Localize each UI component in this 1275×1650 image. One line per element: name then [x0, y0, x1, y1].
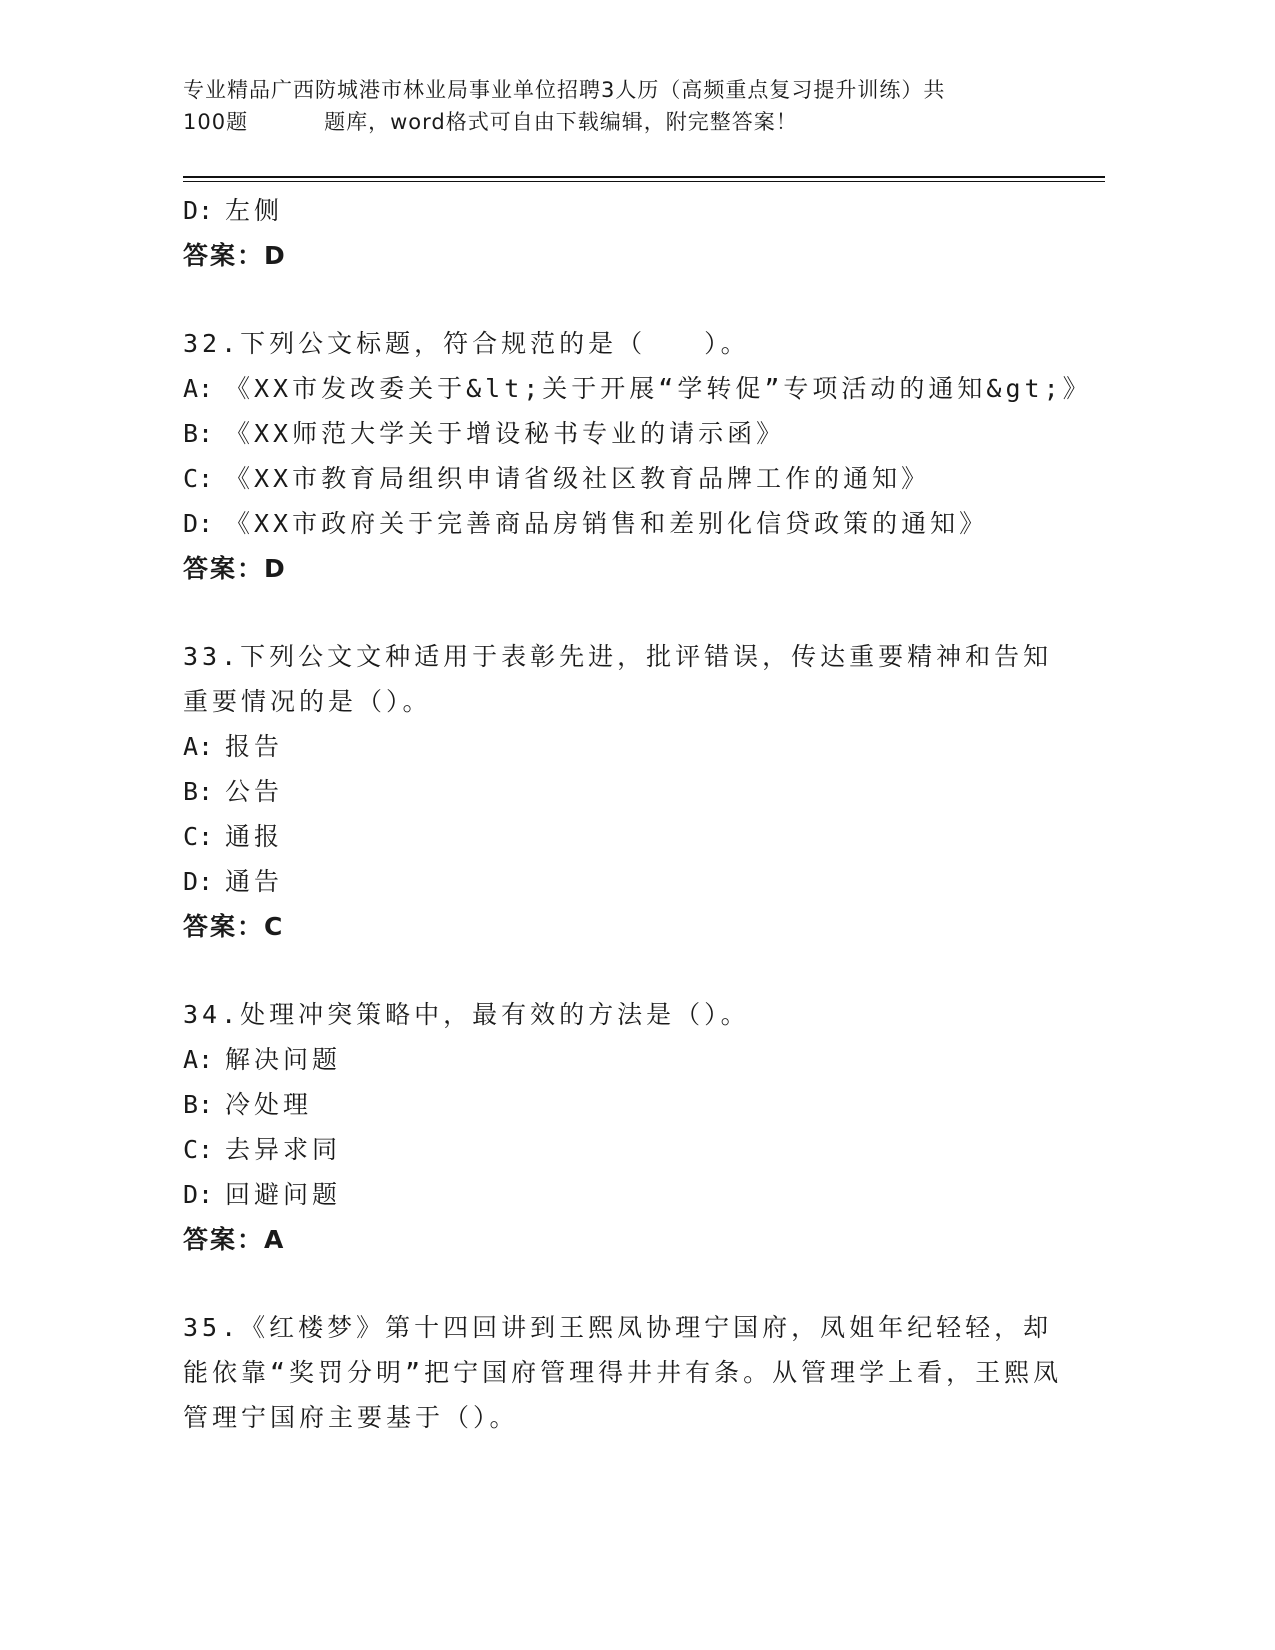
- option-b: B: 公告: [183, 777, 284, 806]
- page-header: [183, 74, 1063, 138]
- option-b: B: 《XX师范大学关于增设秘书专业的请示函》: [183, 419, 786, 448]
- option-c: C: 去异求同: [183, 1135, 342, 1164]
- option-d: D: 左侧: [183, 196, 284, 225]
- question-32: [183, 321, 1092, 591]
- question-33: [183, 634, 1063, 949]
- question-text: 34.处理冲突策略中，最有效的方法是（）。: [183, 1000, 750, 1029]
- document-body: [183, 188, 1092, 1440]
- header-divider-thick: [183, 176, 1105, 178]
- option-a: A: 解决问题: [183, 1045, 342, 1074]
- option-d: D: 回避问题: [183, 1180, 342, 1209]
- answer: 答案：C: [183, 912, 285, 941]
- option-a: A: 报告: [183, 732, 284, 761]
- header-description: 题库，word格式可自由下载编辑，附完整答案！: [324, 110, 798, 134]
- option-d: D: 《XX市政府关于完善商品房销售和差别化信贷政策的通知》: [183, 509, 989, 538]
- answer: 答案：D: [183, 554, 287, 583]
- header-title-line1: 专业精品广西防城港市林业局事业单位招聘3人历（高频重点复习提升训练）共: [183, 78, 946, 102]
- option-d: D: 通告: [183, 867, 284, 896]
- question-text: 32.下列公文标题，符合规范的是（ ）。: [183, 329, 750, 358]
- header-divider-thin: [183, 181, 1105, 182]
- question-text: 35.《红楼梦》第十四回讲到王熙凤协理宁国府，凤姐年纪轻轻，却能依靠“奖罚分明”把宁国府管理得井井有条。从管理学上看，王熙凤管理宁国府主要基于（）。: [183, 1313, 1063, 1432]
- header-title-line2: [183, 106, 1063, 138]
- question-text: 33.下列公文文种适用于表彰先进，批评错误，传达重要精神和告知重要情况的是（）。: [183, 642, 1053, 716]
- question-34: [183, 992, 1063, 1262]
- option-a: A: 《XX市发改委关于&lt;关于开展“学转促”专项活动的通知&gt;》: [183, 374, 1092, 403]
- header-count: 100题: [183, 110, 249, 134]
- option-c: C: 《XX市教育局组织申请省级社区教育品牌工作的通知》: [183, 464, 931, 493]
- answer: 答案：D: [183, 241, 287, 270]
- question-35: [183, 1305, 1063, 1440]
- option-c: C: 通报: [183, 822, 284, 851]
- option-b: B: 冷处理: [183, 1090, 313, 1119]
- answer: 答案：A: [183, 1225, 286, 1254]
